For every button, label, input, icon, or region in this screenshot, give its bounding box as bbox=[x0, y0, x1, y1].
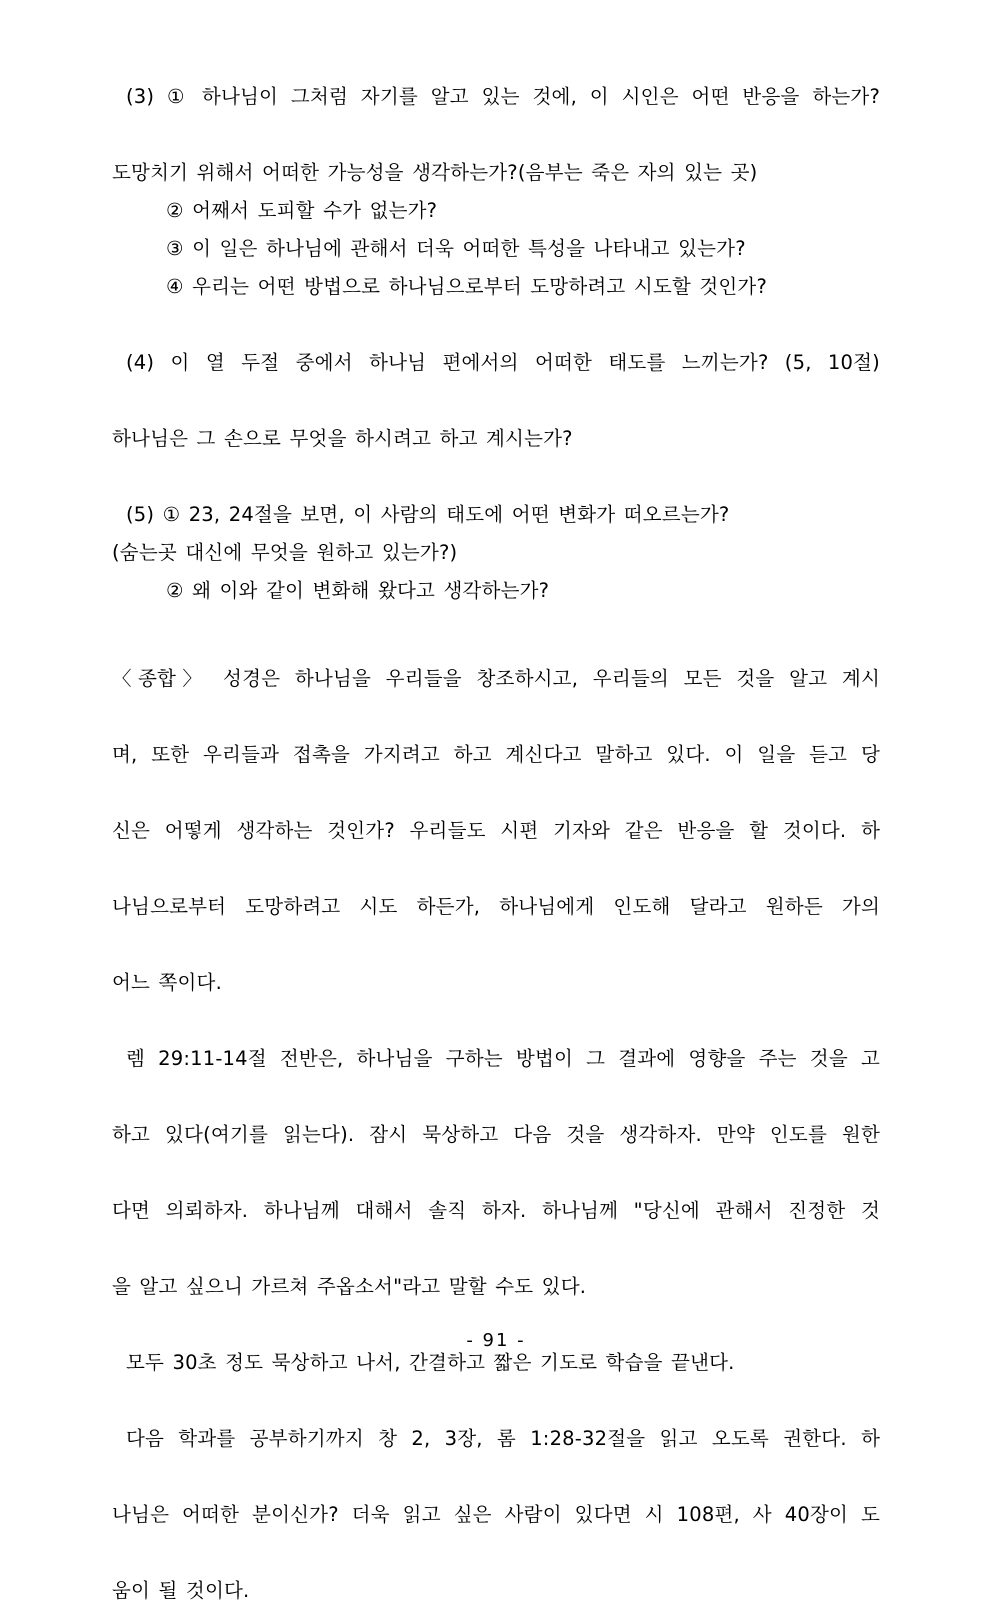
question-3-line-2: 도망치기 위해서 어떠한 가능성을 생각하는가?(음부는 죽은 자의 있는 곳) bbox=[112, 161, 758, 184]
meditation-line-1: 모두 30초 정도 묵상하고 나서, 간결하고 짧은 기도로 학습을 끝낸다. bbox=[126, 1351, 735, 1374]
summary-line-4: 나님으로부터 도망하려고 시도 하든가, 하나님에게 인도해 달라고 원하든 가의 bbox=[112, 895, 880, 918]
jeremiah-line-1: 렘 29:11-14절 전반은, 하나님을 구하는 방법이 그 결과에 영향을 주는 것을 고 bbox=[126, 1047, 880, 1070]
next-lesson-line-3: 움이 될 것이다. bbox=[112, 1579, 250, 1602]
spacer bbox=[112, 478, 880, 496]
question-5-line-1: (5) ① 23, 24절을 보면, 이 사람의 태도에 어떤 변화가 떠오르는가? bbox=[126, 503, 730, 526]
question-4-line-1: (4) 이 열 두절 중에서 하나님 편에서의 어떠한 태도를 느끼는가? (5, 10절) bbox=[126, 351, 880, 374]
next-lesson-line-2: 나님은 어떠한 분이신가? 더욱 읽고 싶은 사람이 있다면 시 108편, 사 40장이 도 bbox=[112, 1503, 880, 1526]
question-3-line-3: ② 어째서 도피할 수가 없는가? bbox=[166, 199, 438, 222]
spacer bbox=[112, 630, 880, 660]
question-block-5 bbox=[112, 496, 880, 610]
jeremiah-line-2: 하고 있다(여기를 읽는다). 잠시 묵상하고 다음 것을 생각하자. 만약 인도를 원한 bbox=[112, 1123, 880, 1146]
question-3-line-1: (3) ① 하나님이 그처럼 자기를 알고 있는 것에, 이 시인은 어떤 반응을 하는가? bbox=[126, 85, 880, 108]
page-number: - 91 - bbox=[466, 1330, 526, 1351]
summary-line-5: 어느 쪽이다. bbox=[112, 971, 222, 994]
question-3-line-5: ④ 우리는 어떤 방법으로 하나님으로부터 도망하려고 시도할 것인가? bbox=[166, 275, 768, 298]
summary-line-3: 신은 어떻게 생각하는 것인가? 우리들도 시편 기자와 같은 반응을 할 것이다. 하 bbox=[112, 819, 880, 842]
question-block-4 bbox=[112, 344, 880, 458]
summary-line-1: 〈종합〉 성경은 하나님을 우리들을 창조하시고, 우리들의 모든 것을 알고 계시 bbox=[112, 667, 880, 690]
jeremiah-line-4: 을 알고 싶으니 가르쳐 주옵소서"라고 말할 수도 있다. bbox=[112, 1275, 587, 1298]
question-4-line-2: 하나님은 그 손으로 무엇을 하시려고 하고 계시는가? bbox=[112, 427, 573, 450]
summary-line-2: 며, 또한 우리들과 접촉을 가지려고 하고 계신다고 말하고 있다. 이 일을 듣고 당 bbox=[112, 743, 880, 766]
document-body bbox=[112, 78, 880, 1610]
jeremiah-line-3: 다면 의뢰하자. 하나님께 대해서 솔직 하자. 하나님께 "당신에 관해서 진정한 것 bbox=[112, 1199, 880, 1222]
spacer bbox=[112, 1402, 880, 1420]
jeremiah-block bbox=[112, 1040, 880, 1306]
question-block-3 bbox=[112, 78, 880, 306]
summary-block bbox=[112, 660, 880, 1002]
question-5-line-3: ② 왜 이와 같이 변화해 왔다고 생각하는가? bbox=[166, 579, 550, 602]
question-3-line-4: ③ 이 일은 하나님에 관해서 더욱 어떠한 특성을 나타내고 있는가? bbox=[166, 237, 746, 260]
next-lesson-line-1: 다음 학과를 공부하기까지 창 2, 3장, 롬 1:28-32절을 읽고 오도록 권한다. 하 bbox=[126, 1427, 880, 1450]
spacer bbox=[112, 326, 880, 344]
next-lesson-block bbox=[112, 1420, 880, 1610]
spacer bbox=[112, 1022, 880, 1040]
question-5-line-2: (숨는곳 대신에 무엇을 원하고 있는가?) bbox=[112, 541, 458, 564]
